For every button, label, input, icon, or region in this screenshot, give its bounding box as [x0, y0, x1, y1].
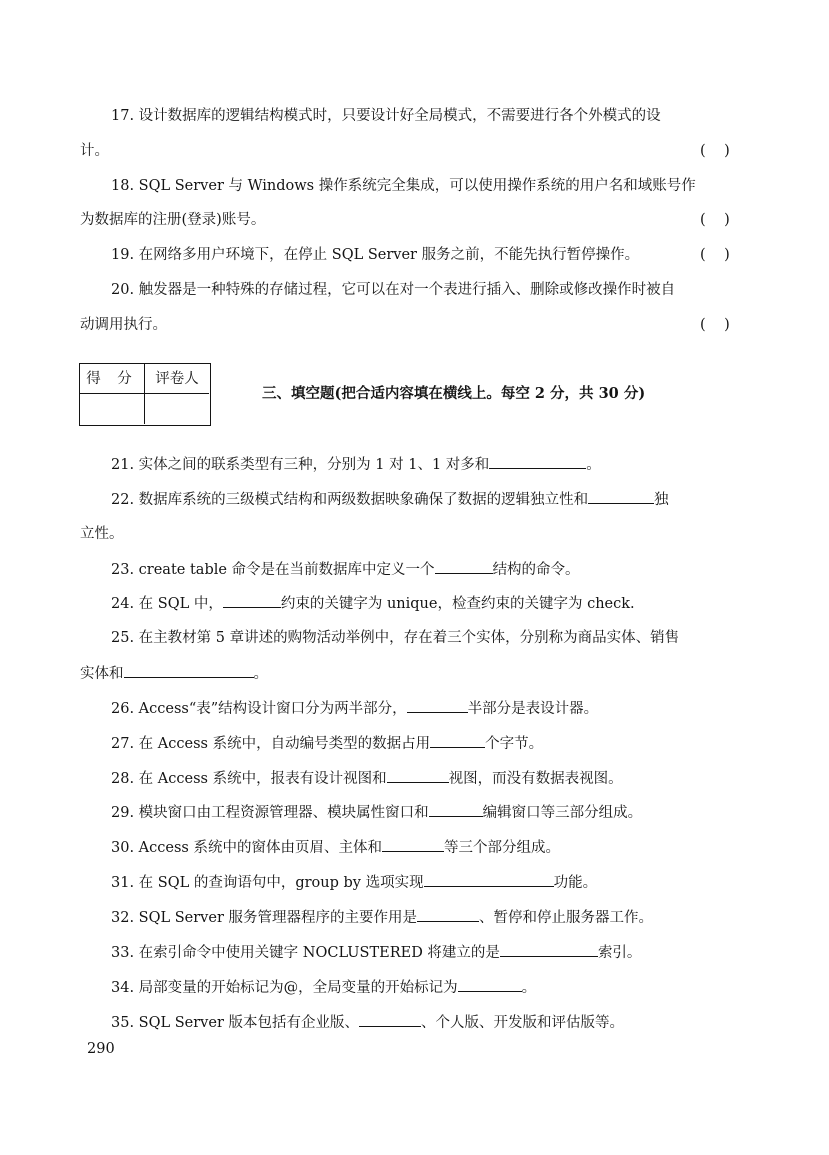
score-label: 得 分 [80, 364, 145, 394]
q20-line1: 20. 触发器是一种特殊的存储过程，它可以在对一个表进行插入、删除或修改操作时被自 [111, 282, 676, 298]
q32: 32. SQL Server 服务管理器程序的主要作用是 、暂停和停止服务器工作。 [111, 907, 653, 928]
q22: 22. 数据库系统的三级模式结构和两级数据映象确保了数据的逻辑独立性和 独 [111, 489, 669, 510]
q26-blank [407, 698, 468, 713]
q18-line2: 为数据库的注册(登录)账号。 [80, 212, 266, 228]
q29: 29. 模块窗口由工程资源管理器、模块属性窗口和 编辑窗口等三部分组成。 [111, 802, 642, 823]
q31-blank [424, 872, 554, 887]
q19-line1: 19. 在网络多用户环境下，在停止 SQL Server 服务之前，不能先执行暂停操作。 [111, 247, 640, 263]
q17-line2: 计。 [80, 143, 109, 159]
q22-blank [588, 489, 654, 504]
q31: 31. 在 SQL 的查询语句中，group by 选项实现 功能。 [111, 872, 597, 893]
q18-answer-paren: ( ) [700, 212, 730, 228]
q30: 30. Access 系统中的窗体由页眉、主体和 等三个部分组成。 [111, 837, 560, 858]
q35: 35. SQL Server 版本包括有企业版、 、个人版、开发版和评估版等。 [111, 1012, 624, 1033]
q20-line2: 动调用执行。 [80, 317, 167, 333]
q25-line2: 实体和 。 [80, 663, 268, 684]
q33: 33. 在索引命令中使用关键字 NOCLUSTERED 将建立的是 索引。 [111, 942, 641, 963]
q32-blank [417, 907, 479, 922]
q22-line2: 立性。 [80, 526, 124, 542]
q24-blank [223, 593, 281, 608]
q25-blank [124, 663, 254, 678]
q29-blank [429, 802, 483, 817]
q17-answer-paren: ( ) [700, 143, 730, 159]
q28-blank [387, 768, 449, 783]
q27-blank [430, 733, 485, 748]
q34-blank [458, 977, 522, 992]
q20-answer-paren: ( ) [700, 317, 730, 333]
q21-blank [489, 454, 586, 469]
q23-blank [435, 559, 493, 574]
page-number: 290 [87, 1041, 115, 1057]
score-cell [80, 394, 145, 424]
section-title: 三、填空题(把合适内容填在横线上。每空 2 分，共 30 分) [262, 385, 646, 402]
grader-label: 评卷人 [145, 364, 209, 394]
q17-line1: 17. 设计数据库的逻辑结构模式时，只要设计好全局模式，不需要进行各个外模式的设 [111, 108, 661, 124]
q19-answer-paren: ( ) [700, 247, 730, 263]
q23: 23. create table 命令是在当前数据库中定义一个 结构的命令。 [111, 559, 580, 580]
q34: 34. 局部变量的开始标记为@，全局变量的开始标记为 。 [111, 977, 536, 998]
q21: 21. 实体之间的联系类型有三种，分别为 1 对 1、1 对多和 。 [111, 454, 601, 475]
grader-cell [145, 394, 209, 424]
score-box [79, 363, 211, 426]
q28: 28. 在 Access 系统中，报表有设计视图和 视图，而没有数据表视图。 [111, 768, 623, 789]
q24: 24. 在 SQL 中， 约束的关键字为 unique，检查约束的关键字为 check. [111, 593, 635, 614]
q27: 27. 在 Access 系统中，自动编号类型的数据占用 个字节。 [111, 733, 543, 754]
q26: 26. Access“表”结构设计窗口分为两半部分， 半部分是表设计器。 [111, 698, 598, 719]
q18-line1: 18. SQL Server 与 Windows 操作系统完全集成，可以使用操作系统的用户名和域账号作 [111, 178, 696, 194]
q35-blank [359, 1012, 421, 1027]
q30-blank [382, 837, 444, 852]
q33-blank [500, 942, 598, 957]
q25: 25. 在主教材第 5 章讲述的购物活动举例中，存在着三个实体，分别称为商品实体、销售 [111, 630, 680, 646]
